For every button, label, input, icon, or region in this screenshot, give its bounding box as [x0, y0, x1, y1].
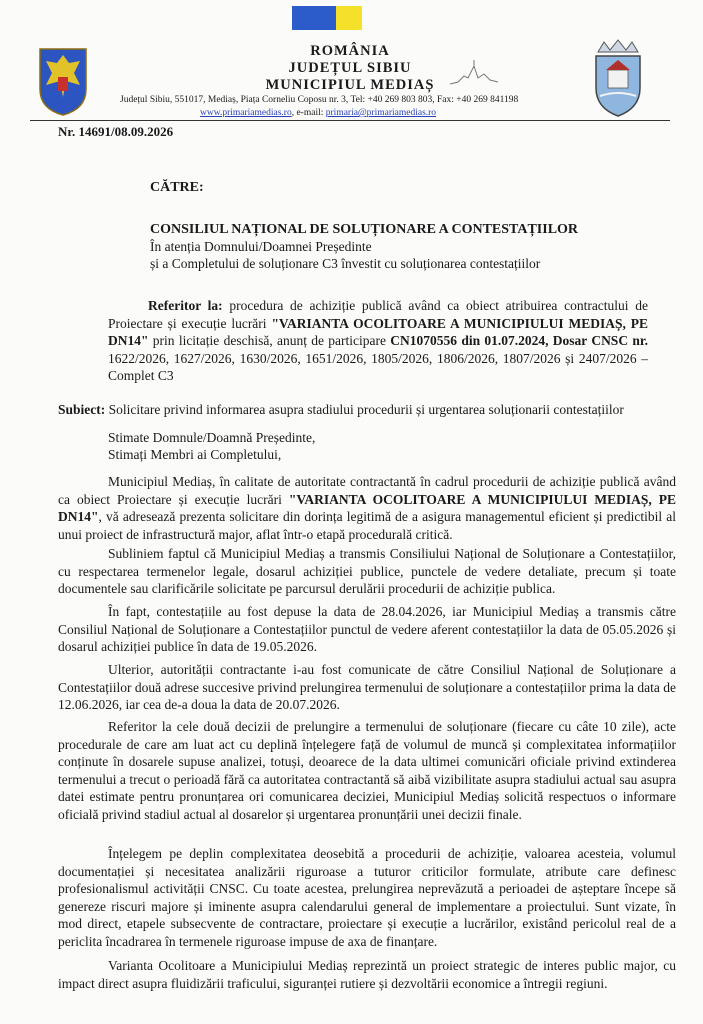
header-contact-line — [200, 108, 500, 118]
medias-municipal-crest-icon — [590, 38, 646, 118]
document-number: Nr. 14691/08.09.2026 — [58, 124, 174, 139]
salutation-president: Stimate Domnule/Doamnă Președinte, — [108, 430, 316, 445]
salutation-members: Stimați Membri ai Completului, — [108, 447, 282, 462]
paragraph-1-text-a: Municipiul Mediaș, în calitate de autoritate contractantă în cadrul procedurii de achiziție publică având ca obiect Proiectare și execuție lucrări — [58, 474, 676, 507]
email-label: , e-mail: — [291, 108, 324, 118]
recipient-name: CONSILIUL NAȚIONAL DE SOLUȚIONARE A CONTESTAȚIILOR — [150, 222, 579, 237]
header-divider — [30, 120, 670, 121]
reference-case-numbers: 1622/2026, 1627/2026, 1630/2026, 1651/2026, 1805/2026, 1806/2026, 1807/2026 și 2407/2026 – Complet C3 — [108, 350, 648, 383]
paragraph-2: Subliniem faptul că Municipiul Mediaș a transmis Consiliului Național de Soluționare a Contestațiilor, cu respectarea termenelor legale, dosarul achiziției publice, punctele de vedere detaliate, precum și toate documentele sau clarificările solicitate pe parcursul derulării procedurii de achiziție publica. — [58, 546, 676, 596]
header-municipality: MUNICIPIUL MEDIAȘ — [265, 77, 435, 93]
to-label: CĂTRE: — [150, 180, 204, 195]
header-country: ROMÂNIA — [310, 43, 390, 59]
paragraph-5: Referitor la cele două decizii de prelungire a termenului de soluționare (fiecare cu câte 10 zile), acte procedurale de care am luat act cu deplină înțelegere față de volumul de muncă și complexitatea informațiilor conținute în dosarele supuse analizei, totuși, deoarece de la data ultimei comunicări oficiale privind extinderea termenului a trecut o perioadă fără ca autoritatea contractantă să aibă vizibilitate asupra stadiului actual sau asupra datei estimate pentru pronunțarea ori comunicarea deciziei, Municipiul Mediaș solicită respectuos o informare oficială privind stadiul actual al dosarelor și urgentarea pronunțării unei decizii finale. — [58, 719, 676, 822]
reference-label: Referitor la: — [148, 298, 223, 313]
reference-announcement: CN1070556 din 01.07.2024, Dosar CNSC nr. — [390, 333, 648, 348]
paragraph-6: Înțelegem pe deplin complexitatea deosebită a procedurii de achiziție, valoarea acesteia, volumul documentației și necesitatea analizării riguroase a tuturor criticilor formulate, atribute care definesc profesionalismul activității CNSC. Cu toate acestea, prelungirea neprevăzută a perioadei de așteptare începe să genereze riscuri majore și iminente asupra calendarului general de implementare a proiectului. Sunt vizate, în mod direct, etapele subsecvente de contractare, proiectare și execuție a lucrărilor, existând pericolul real de a periclita încadrarea în termenele riguroase impuse de axa de finanțare. — [58, 846, 676, 949]
reference-text-1: procedura de achiziție publică având ca obiect atribuirea contractului de Proiectare și execuție lucrări — [108, 298, 648, 331]
paragraph-7: Varianta Ocolitoare a Municipiului Mediaș reprezintă un proiect strategic de interes public major, cu impact direct asupra fluidizării traficului, siguranței rutiere și dezvoltării economice a întregii regiuni. — [58, 958, 676, 991]
recipient-attention-2: și a Completului de soluționare C3 învestit cu soluționarea contestațiilor — [150, 256, 541, 271]
reference-text-2: prin licitație deschisă, anunț de participare — [148, 333, 391, 348]
email-link[interactable]: primaria@primariamedias.ro — [325, 108, 437, 118]
recipient-attention-1: În atenția Domnului/Doamnei Președinte — [150, 239, 372, 254]
flag-yellow-block — [336, 6, 362, 30]
subject-text: Solicitare privind informarea asupra stadiului procedurii și urgentarea soluționarii contestațiilor — [105, 402, 624, 417]
paragraph-1-text-c: , vă adresează prezenta solicitare din dorința legitimă de a asigura managementul eficient și predictibil al unui proiect de infrastructură major, aflat într-o etapă procedurală critică. — [58, 509, 676, 542]
paragraph-3: În fapt, contestațiile au fost depuse la data de 28.04.2026, iar Municipiul Mediaș a transmis către Consiliul Național de Soluționare a Contestațiilor punctul de vedere aferent contestațiilor la data de 05.05.2026 și dosarul achiziției publice în data de 19.05.2026. — [58, 604, 676, 654]
website-link[interactable]: www.primariamedias.ro — [200, 108, 292, 118]
reference-block — [108, 297, 648, 385]
header-address: Județul Sibiu, 551017, Mediaș, Piața Corneliu Coposu nr. 3, Tel: +40 269 803 803, Fax: +40 269 841198 — [120, 95, 519, 105]
paragraph-1 — [58, 473, 676, 543]
paragraph-4: Ulterior, autorității contractante i-au fost comunicate de către Consiliul Național de Soluționare a Contestațiilor două adrese succesive privind prelungirea termenului de soluționare a contestațiilor prima la data de 12.06.2026, iar cea de-a doua la data de 20.07.2026. — [58, 662, 676, 712]
paragraph-1-project-name: "VARIANTA OCOLITOARE A MUNICIPIULUI MEDIAȘ, PE DN14" — [58, 491, 677, 524]
reference-project-name: "VARIANTA OCOLITOARE A MUNICIPIULUI MEDIAȘ, PE DN14" — [108, 315, 649, 348]
header-county: JUDEȚUL SIBIU — [288, 60, 412, 76]
romania-coat-of-arms-icon — [36, 45, 90, 117]
subject-label: Subiect: — [58, 402, 106, 417]
flag-blue-block — [292, 6, 336, 30]
subject-line — [58, 402, 678, 418]
